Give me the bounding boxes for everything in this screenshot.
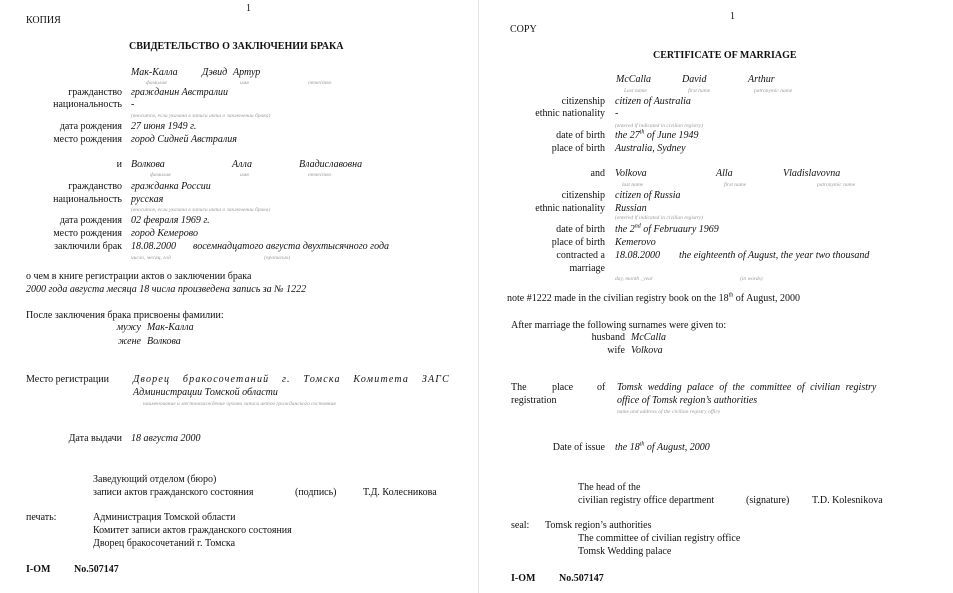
page-divider [478, 0, 479, 593]
hint-name: first name [724, 182, 747, 188]
nationality-hint: (вносится, если указана в записи акта о заключении брака) [131, 113, 271, 119]
bride-dob-value: 02 февраля 1969 г. [131, 215, 210, 226]
registration-place-hint: name and address of the civilian registry office [617, 409, 721, 415]
nationality-hint: (entered if indicated in civilian registry) [615, 215, 704, 221]
husband-label: мужу [116, 322, 141, 333]
registration-place-line-2: office of Tomsk region’s authorities [617, 395, 758, 406]
groom-citizenship-value: citizen of Australia [615, 96, 691, 107]
bride-first-name: Алла [232, 159, 252, 170]
groom-dob-value: 27 июня 1949 г. [131, 121, 197, 132]
seal-line-3: Дворец бракосочетаний г. Томска [93, 538, 236, 549]
groom-citizenship-label: гражданство [68, 87, 122, 98]
page-number: 1 [246, 3, 251, 14]
nationality-hint: (entered if indicated in civilian registry) [615, 123, 704, 129]
signature-placeholder: (подпись) [295, 487, 337, 498]
conjunction: и [116, 159, 122, 170]
page-number: 1 [730, 11, 735, 22]
seal-line-2: Комитет записи актов гражданского состояния [93, 525, 292, 536]
groom-patronymic: Артур [233, 67, 261, 78]
married-hint-date: day, month , year [615, 276, 654, 282]
husband-label: husband [591, 332, 625, 343]
wife-surname: Волкова [147, 336, 181, 347]
surnames-heading: After marriage the following surnames were given to: [511, 320, 727, 331]
groom-dob-label: date of birth [556, 130, 605, 141]
bride-citizenship-label: citizenship [561, 190, 605, 201]
groom-pob-label: place of birth [551, 143, 605, 154]
wife-label: wife [607, 345, 625, 356]
bride-pob-label: place of birth [551, 237, 605, 248]
bride-dob-label: date of birth [556, 224, 605, 235]
registration-place-line-1: Дворец бракосочетаний г. Томска Комитета ЗАГС [133, 374, 451, 385]
bride-dob-value: the 2nd of Februaury 1969 [615, 223, 719, 235]
head-title-line-1: The head of the [578, 482, 641, 493]
groom-dob-label: дата рождения [59, 121, 122, 132]
seal-label: seal: [511, 520, 530, 531]
record-line-1: о чем в книге регистрации актов о заключении брака [26, 271, 252, 282]
married-words: the eighteenth of August, the year two thousand [679, 250, 870, 261]
groom-surname: Мак-Калла [131, 67, 178, 78]
married-hint-words: (прописью) [264, 255, 291, 261]
series: I-OM [511, 573, 536, 584]
registration-place-line-1: Tomsk wedding palace of the committee of civilian registry [617, 382, 877, 393]
russian-certificate-page [0, 0, 475, 593]
hint-name: имя [240, 80, 249, 86]
nationality-hint: (вносится, если указана в записи акта о заключении брака) [131, 207, 271, 213]
bride-citizenship-value: citizen of Russia [615, 190, 681, 201]
seal-line-2: The committee of civilian registry office [578, 533, 741, 544]
groom-surname: McCalla [616, 74, 651, 85]
wife-surname: Volkova [631, 345, 663, 356]
groom-nationality-label: национальность [53, 99, 122, 110]
groom-pob-value: город Сидней Австралия [131, 134, 237, 145]
hint-patronymic: отчество [308, 80, 332, 86]
head-title-line-1: Заведующий отделом (бюро) [93, 474, 217, 485]
signature-placeholder: (signature) [746, 495, 790, 506]
contracted-label-2: marriage [569, 263, 605, 274]
bride-nationality-label: национальность [53, 194, 122, 205]
bride-surname: Volkova [615, 168, 647, 179]
seal-line-1: Tomsk region’s authorities [545, 520, 652, 531]
bride-first-name: Alla [716, 168, 733, 179]
hint-patronymic: patronymic name [817, 182, 856, 188]
bride-pob-value: город Кемерово [131, 228, 198, 239]
bride-nationality-label: ethnic nationality [535, 203, 605, 214]
married-label: заключили брак [54, 241, 122, 252]
groom-citizenship-value: гражданин Австралии [131, 87, 229, 98]
bride-patronymic: Vladislavovna [783, 168, 841, 179]
head-title-line-2: civilian registry office department [578, 495, 715, 506]
issue-date-label: Дата выдачи [68, 433, 122, 444]
head-name: T.D. Kolesnikova [812, 495, 883, 506]
registration-place-hint: наименование и местонахождение органа записи актов гражданского состояния [143, 401, 336, 407]
head-title-line-2: записи актов гражданского состояния [93, 487, 254, 498]
seal-label: печать: [26, 512, 57, 523]
bride-pob-label: место рождения [53, 228, 122, 239]
groom-dob-value: the 27th of June 1949 [615, 129, 699, 141]
married-date: 18.08.2000 [131, 241, 176, 252]
groom-citizenship-label: citizenship [561, 96, 605, 107]
hint-surname: фамилия [146, 80, 167, 86]
seal-line-3: Tomsk Wedding palace [578, 546, 672, 557]
record-line-2: 2000 года августа месяца 18 числа произведена запись за № 1222 [26, 284, 307, 295]
issue-date-label: Date of issue [552, 442, 605, 453]
groom-first-name: Дэвид [202, 67, 228, 78]
married-date: 18.08.2000 [615, 250, 660, 261]
registration-place-word-1: The [511, 382, 527, 393]
contracted-label-1: contracted a [556, 250, 605, 261]
surnames-heading: После заключения брака присвоены фамилии: [26, 310, 224, 321]
married-words: восемнадцатого августа двухтысячного года [193, 241, 390, 252]
registration-place-label: registration [511, 395, 557, 406]
wife-label: жене [117, 336, 141, 347]
groom-pob-value: Australia, Sydney [615, 143, 686, 154]
hint-surname: last name [622, 182, 644, 188]
document-number: No.507147 [559, 573, 604, 584]
document-number: No.507147 [74, 564, 119, 575]
bride-nationality-value: Russian [615, 203, 647, 214]
hint-patronymic: patronymic name [754, 88, 793, 94]
conjunction: and [590, 168, 605, 179]
hint-name: first name [688, 88, 711, 94]
groom-pob-label: место рождения [53, 134, 122, 145]
certificate-title: СВИДЕТЕЛЬСТВО О ЗАКЛЮЧЕНИИ БРАКА [129, 41, 344, 52]
hint-surname: фамилия [150, 172, 171, 178]
hint-surname: Last name [624, 88, 647, 94]
groom-first-name: David [682, 74, 707, 85]
issue-date-value: 18 августа 2000 [131, 433, 201, 444]
bride-surname: Волкова [131, 159, 165, 170]
married-hint-date: число, месяц, год [131, 255, 171, 261]
groom-nationality-label: ethnic nationality [535, 108, 605, 119]
hint-patronymic: отчество [308, 172, 332, 178]
husband-surname: McCalla [631, 332, 666, 343]
series: I-ОМ [26, 564, 51, 575]
bride-nationality-value: русская [131, 194, 164, 205]
bride-pob-value: Kemerovo [615, 237, 656, 248]
registration-place-word-3: of [597, 382, 606, 393]
issue-date-value: the 18th of August, 2000 [615, 441, 710, 453]
seal-line-1: Администрация Томской области [93, 512, 236, 523]
registration-place-word-2: place [552, 382, 574, 393]
married-hint-words: (in words) [740, 276, 763, 282]
bride-dob-label: дата рождения [59, 215, 122, 226]
head-name: Т.Д. Колесникова [363, 487, 437, 498]
bride-citizenship-value: гражданка России [131, 181, 211, 192]
record-line: note #1222 made in the civilian registry book on the 18th of August, 2000 [507, 292, 800, 304]
hint-name: имя [240, 172, 249, 178]
bride-patronymic: Владиславовна [299, 159, 363, 170]
copy-mark: КОПИЯ [26, 15, 61, 26]
english-certificate-page [485, 0, 953, 593]
bride-citizenship-label: гражданство [68, 181, 122, 192]
groom-nationality-value: - [131, 99, 135, 110]
groom-nationality-value: - [615, 108, 619, 119]
certificate-title: CERTIFICATE OF MARRIAGE [653, 50, 797, 61]
registration-place-label: Место регистрации [26, 374, 109, 385]
registration-place-line-2: Администрации Томской области [133, 387, 278, 398]
groom-patronymic: Arthur [748, 74, 775, 85]
husband-surname: Мак-Калла [147, 322, 194, 333]
copy-mark: COPY [510, 24, 537, 35]
